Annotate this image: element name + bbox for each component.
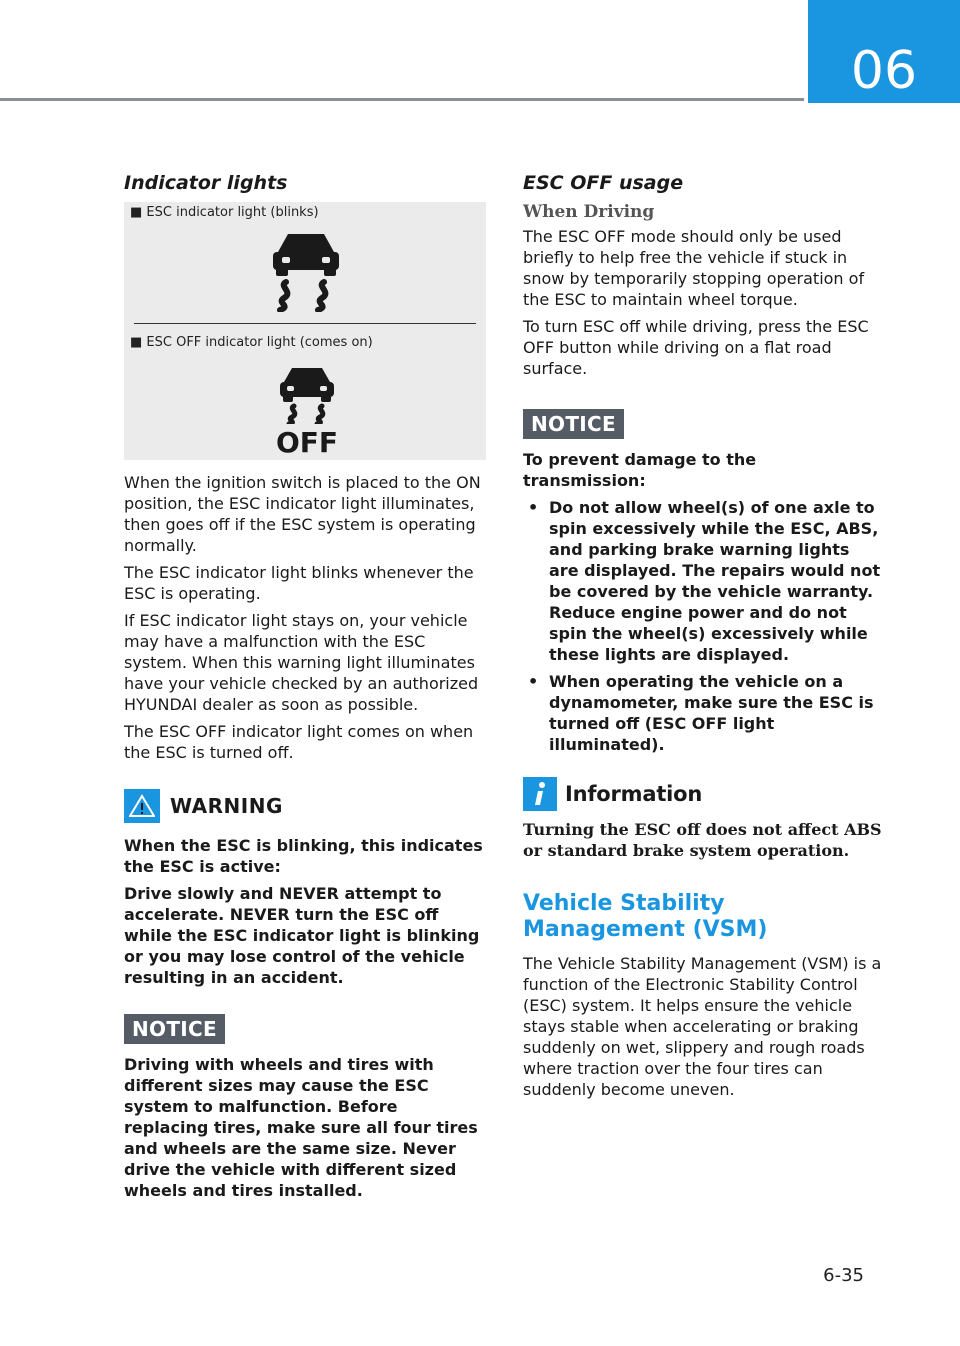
info-icon — [523, 777, 557, 811]
section-title-esc-off-usage: ESC OFF usage — [523, 172, 684, 194]
header-rule — [0, 98, 804, 101]
chapter-tab: 06 — [808, 0, 960, 103]
warning-icon — [124, 789, 160, 823]
paragraph: The Vehicle Stability Management (VSM) is a function of the Electronic Stability Control (ESC) system. It helps ensure the vehicle stays stable when accelerating or braking suddenly on wet, slippery and rough roads where traction over the four tires can suddenly become uneven. — [523, 954, 882, 1099]
paragraph: When the ignition switch is placed to the ON position, the ESC indicator light illuminates, then goes off if the ESC system is operating normally. — [124, 473, 481, 555]
indicator-figure — [124, 202, 486, 460]
paragraph: The ESC OFF mode should only be used briefly to help free the vehicle if stuck in snow by temporarily stopping operation of the ESC to maintain wheel torque. — [523, 227, 865, 309]
right-column — [523, 172, 883, 1106]
figure-caption-comes-on: ■ ESC OFF indicator light (comes on) — [130, 335, 373, 350]
paragraph: The ESC OFF indicator light comes on when the ESC is turned off. — [124, 722, 474, 762]
information-label: Information — [565, 782, 703, 806]
warning-text: When the ESC is blinking, this indicates the ESC is active: — [124, 836, 483, 876]
information-text: Turning the ESC off does not affect ABS or standard brake system operation. — [523, 820, 882, 860]
paragraph: The ESC indicator light blinks whenever the ESC is operating. — [124, 563, 474, 603]
paragraph: If ESC indicator light stays on, your vehicle may have a malfunction with the ESC system. When this warning light illuminates have your vehicle checked by an authorized HYUNDAI dealer as soon as possible. — [124, 611, 479, 714]
figure-caption-blinks: ■ ESC indicator light (blinks) — [130, 205, 319, 220]
notice-lead: To prevent damage to the transmission: — [523, 450, 757, 490]
notice-badge: NOTICE — [124, 1014, 225, 1044]
paragraph: To turn ESC off while driving, press the ESC OFF button while driving on a flat road surface. — [523, 317, 869, 378]
information-header — [523, 777, 883, 811]
notice-badge: NOTICE — [523, 409, 624, 439]
esc-off-icon — [274, 364, 340, 424]
section-title-vsm: Vehicle Stability Management (VSM) — [523, 891, 768, 942]
warning-label: WARNING — [170, 794, 283, 818]
esc-car-skid-icon — [264, 230, 348, 312]
left-column — [124, 172, 486, 1207]
list-item: • Do not allow wheel(s) of one axle to spin excessively while the ESC, ABS, and parking brake warning lights are displayed. The repairs would not be covered by the vehicle warranty. Reduce engine power and do not spin the wheel(s) excessively while these lights are displayed. — [528, 498, 881, 664]
warning-text: Drive slowly and NEVER attempt to accelerate. NEVER turn the ESC off while the ESC indicator light is blinking or you may lose control of the vehicle resulting in an accident. — [124, 884, 480, 987]
page-number: 6-35 — [823, 1265, 864, 1286]
subheading-when-driving: When Driving — [523, 202, 655, 222]
section-title-indicator-lights: Indicator lights — [124, 172, 288, 194]
warning-header — [124, 789, 486, 823]
list-item: • When operating the vehicle on a dynamometer, make sure the ESC is turned off (ESC OFF light illuminated). — [528, 672, 874, 754]
figure-divider — [134, 323, 476, 324]
notice-bullet-list — [523, 497, 883, 755]
esc-off-label: OFF — [275, 426, 339, 459]
notice-text: Driving with wheels and tires with different sizes may cause the ESC system to malfunction. Before replacing tires, make sure all four tires and wheels are the same size. Never drive the vehicle with different sized wheels and tires installed. — [124, 1055, 478, 1200]
